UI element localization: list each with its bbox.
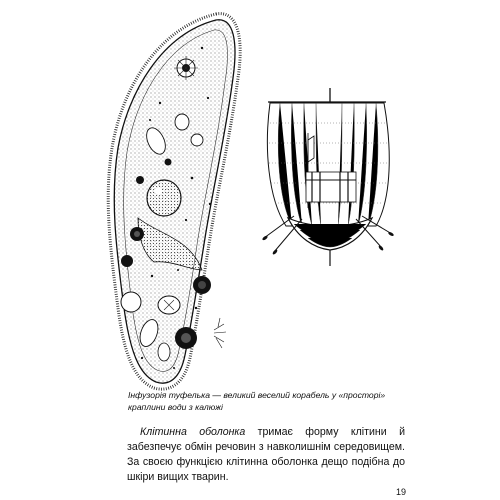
body-paragraph (127, 425, 405, 485)
paramecium-illustration (98, 8, 248, 392)
page-number: 19 (395, 487, 406, 497)
oared-ship-illustration (258, 88, 396, 268)
term-cell-membrane: Клітинна оболонка (140, 426, 246, 438)
figure-caption: Інфузорія туфелька — великий веселий корабель у «просторі» краплини води з калюжі (128, 390, 386, 412)
paragraph-text: тримає форму клітини й забезпечує обмін речовин з навколишнім середовищем. За своєю функцією клітинна оболонка дещо подібна до шкіри вищих тварин. (127, 426, 405, 483)
